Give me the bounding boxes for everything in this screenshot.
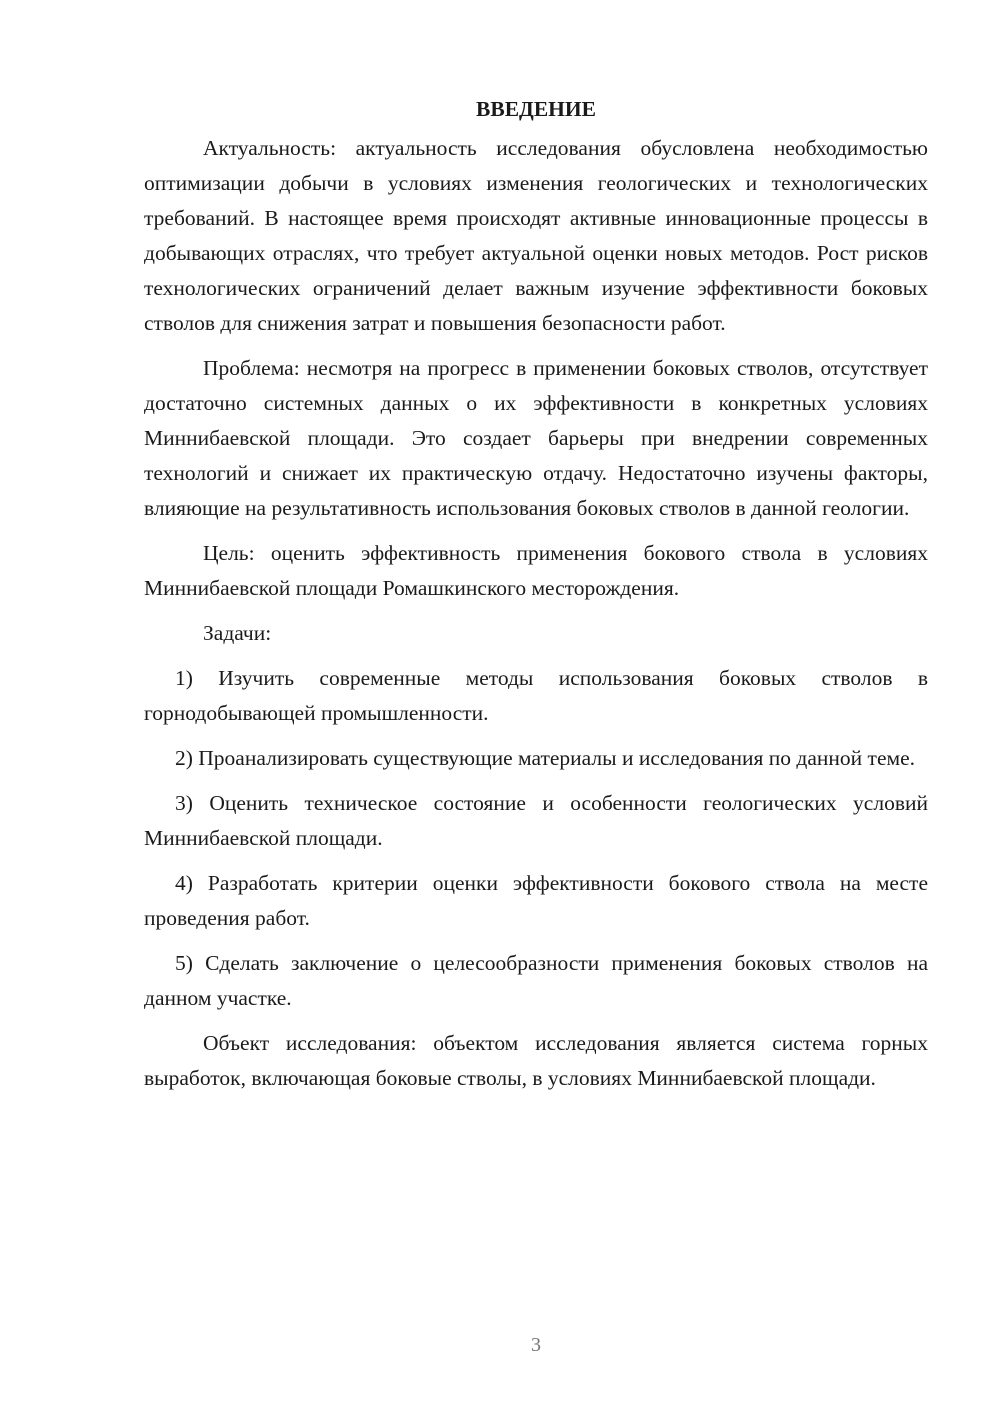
task-item-2: 2) Проанализировать существующие материалы и исследования по данной теме. [175, 746, 916, 770]
relevance-paragraph: Актуальность: актуальность исследования обусловлена необходимостью оптимизации добычи в условиях изменения геологических и технологических требований. В настоящее время происходят активные инновационные процессы в добывающих отраслях, что требует актуальной оценки новых методов. Рост рисков технологических ограничений делает важным изучение эффективности боковых стволов для снижения затрат и повышения безопасности работ. [144, 136, 928, 335]
page-title: ВВЕДЕНИЕ [476, 97, 596, 121]
task-item-3: 3) Оценить техническое состояние и особенности геологических условий Миннибаевской площади. [144, 791, 928, 850]
object-paragraph: Объект исследования: объектом исследования является система горных выработок, включающая боковые стволы, в условиях Миннибаевской площади. [144, 1031, 928, 1090]
task-item-4: 4) Разработать критерии оценки эффективности бокового ствола на месте проведения работ. [144, 871, 928, 930]
document-page [144, 92, 928, 1106]
task-item-1: 1) Изучить современные методы использования боковых стволов в горнодобывающей промышленности. [144, 666, 928, 725]
goal-paragraph: Цель: оценить эффективность применения бокового ствола в условиях Миннибаевской площади Ромашкинского месторождения. [144, 541, 928, 600]
problem-paragraph: Проблема: несмотря на прогресс в применении боковых стволов, отсутствует достаточно системных данных о их эффективности в конкретных условиях Миннибаевской площади. Это создает барьеры при внедрении современных технологий и снижает их практическую отдачу. Недостаточно изучены факторы, влияющие на результативность использования боковых стволов в данной геологии. [144, 356, 928, 520]
tasks-label: Задачи: [203, 621, 272, 645]
page-number: 3 [531, 1334, 541, 1356]
task-item-5: 5) Сделать заключение о целесообразности применения боковых стволов на данном участке. [144, 951, 928, 1010]
